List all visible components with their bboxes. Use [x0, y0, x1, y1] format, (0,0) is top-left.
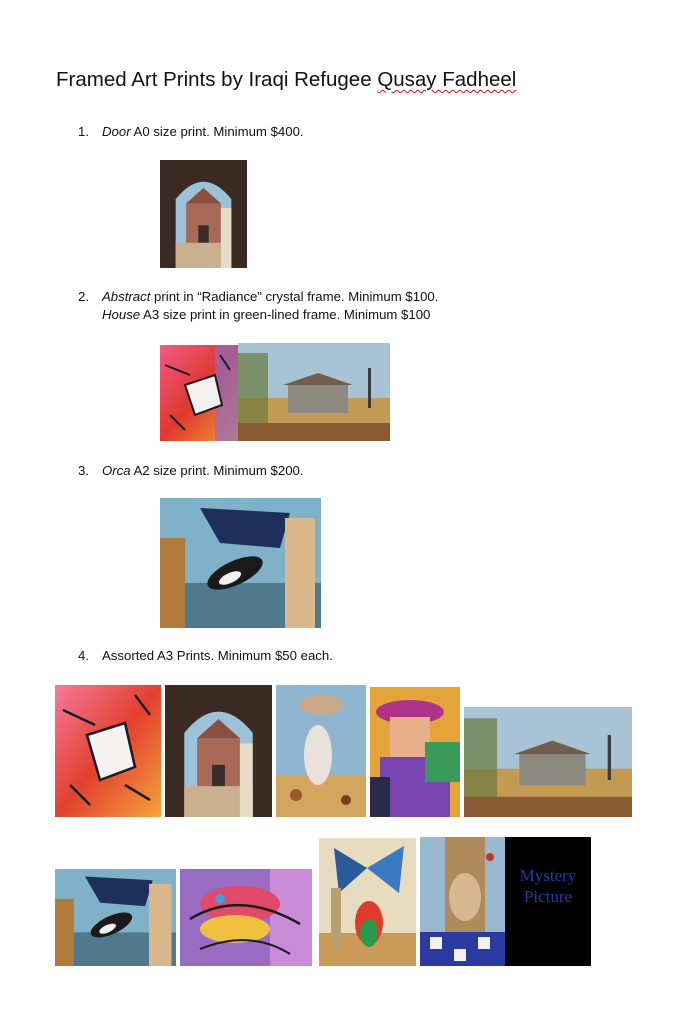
painting-fish-abstract [180, 869, 312, 966]
painting-abstract [160, 345, 240, 441]
list-number: 1. [78, 124, 89, 139]
artwork-title: Abstract [102, 289, 151, 304]
painting-surreal-figure [276, 685, 366, 817]
item-text: A2 size print. Minimum $200. [130, 463, 304, 478]
list-item-3 [78, 462, 304, 480]
document-title [56, 68, 516, 92]
painting-door [165, 685, 272, 817]
painting-tree-spirit [420, 837, 506, 966]
mystery-label-line2: Picture [523, 887, 573, 906]
mystery-picture [505, 837, 591, 966]
list-number: 4. [78, 648, 89, 663]
list-number: 2. [78, 289, 89, 304]
painting-abstract [55, 685, 161, 817]
painting-orca [55, 869, 176, 966]
painting-orca [160, 498, 321, 628]
painting-woman-in-hat [370, 687, 460, 817]
mystery-label-line1: Mystery [519, 866, 577, 885]
painting-butterfly-parrot [319, 838, 416, 966]
artwork-title: House [102, 307, 141, 322]
painting-door [160, 160, 247, 268]
artwork-title: Door [102, 124, 131, 139]
item-text: Assorted A3 Prints. Minimum $50 each. [102, 648, 333, 663]
item-text: A0 size print. Minimum $400. [130, 124, 304, 139]
painting-house [238, 343, 390, 441]
artwork-title: Orca [102, 463, 131, 478]
item-text: print in “Radiance” crystal frame. Minimum $100. [150, 289, 439, 304]
painting-house [464, 707, 632, 817]
item-text: A3 size print in green-lined frame. Minimum $100 [140, 307, 431, 322]
list-item-2 [78, 288, 438, 324]
list-item-4 [78, 647, 333, 665]
list-item-1 [78, 123, 304, 141]
list-number: 3. [78, 463, 89, 478]
title-main: Framed Art Prints by Iraqi Refugee [56, 68, 378, 91]
title-artist-name: Qusay Fadheel [377, 68, 517, 91]
